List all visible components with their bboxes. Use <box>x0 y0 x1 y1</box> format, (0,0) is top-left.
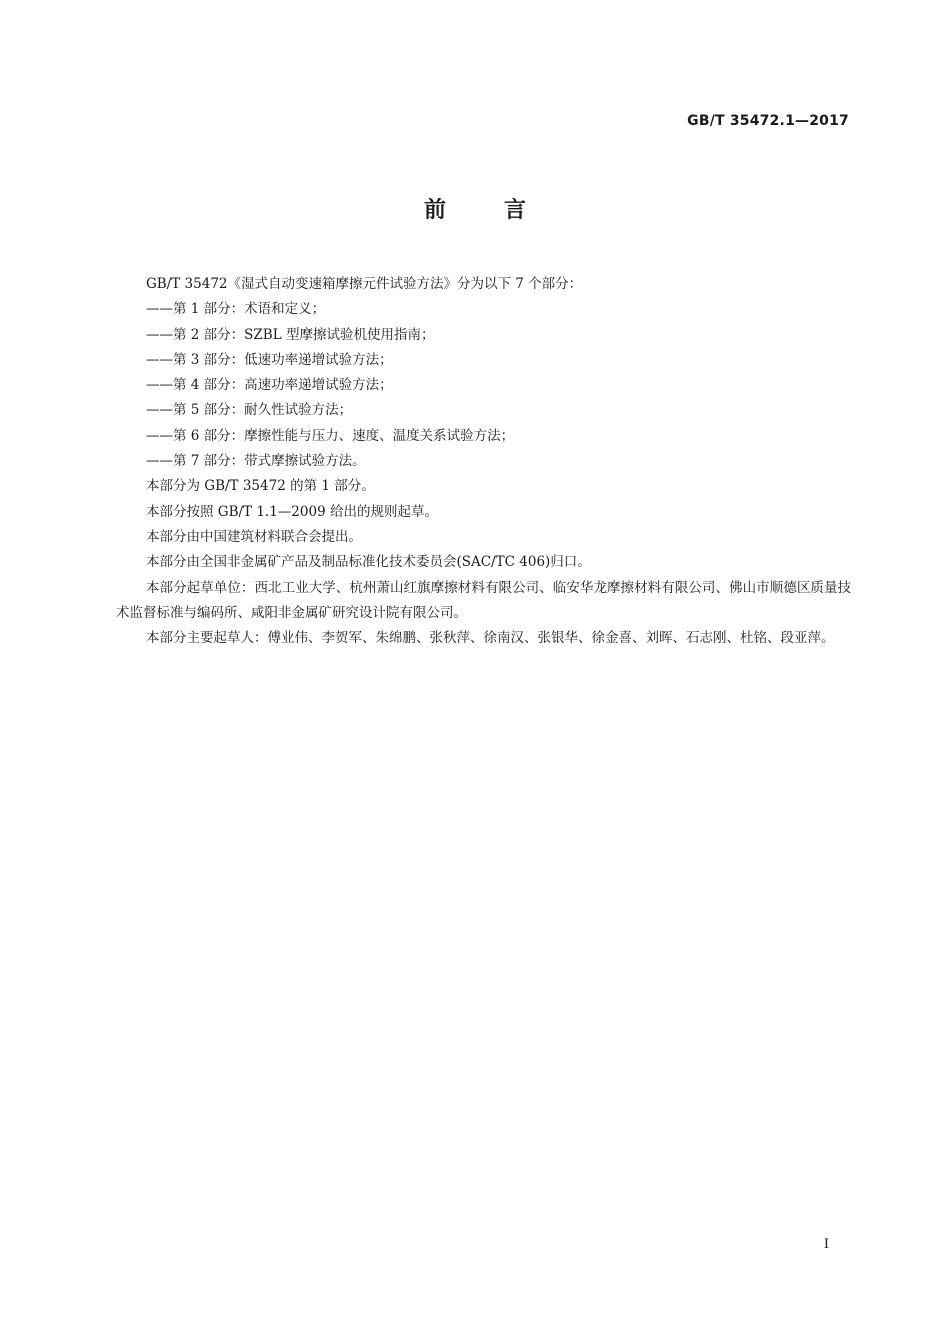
drafting-units-statement: 本部分起草单位：西北工业大学、杭州萧山红旗摩擦材料有限公司、临安华龙摩擦材料有限公司、佛山市顺德区质量技术监督标准与编码所、咸阳非金属矿研究设计院有限公司。 <box>116 579 851 621</box>
part-item-2: ——第 2 部分：SZBL 型摩擦试验机使用指南； <box>146 326 435 343</box>
foreword-body <box>116 272 851 651</box>
standard-code: GB/T 35472.1—2017 <box>687 113 849 129</box>
part-item-6: ——第 6 部分：摩擦性能与压力、速度、温度关系试验方法； <box>146 427 515 444</box>
drafters-statement: 本部分主要起草人：傅业伟、李贺军、朱绵鹏、张秋萍、徐南汉、张银华、徐金喜、刘晖、石志刚、杜铭、段亚萍。 <box>146 630 835 647</box>
part-item-1: ——第 1 部分：术语和定义； <box>146 301 326 318</box>
proposed-by-statement: 本部分由中国建筑材料联合会提出。 <box>146 528 362 545</box>
part-item-4: ——第 4 部分：高速功率递增试验方法； <box>146 377 393 394</box>
drafting-rules-statement: 本部分按照 GB/T 1.1—2009 给出的规则起草。 <box>146 503 438 520</box>
page-title: 前言 <box>423 198 584 223</box>
administered-by-statement: 本部分由全国非金属矿产品及制品标准化技术委员会(SAC/TC 406)归口。 <box>146 554 591 571</box>
page-number: I <box>823 1237 829 1252</box>
part-item-7: ——第 7 部分：带式摩擦试验方法。 <box>146 453 366 470</box>
intro-paragraph: GB/T 35472《湿式自动变速箱摩擦元件试验方法》分为以下 7 个部分： <box>146 276 583 292</box>
part-of-statement: 本部分为 GB/T 35472 的第 1 部分。 <box>146 478 375 495</box>
part-item-3: ——第 3 部分：低速功率递增试验方法； <box>146 351 393 368</box>
part-item-5: ——第 5 部分：耐久性试验方法； <box>146 402 353 419</box>
